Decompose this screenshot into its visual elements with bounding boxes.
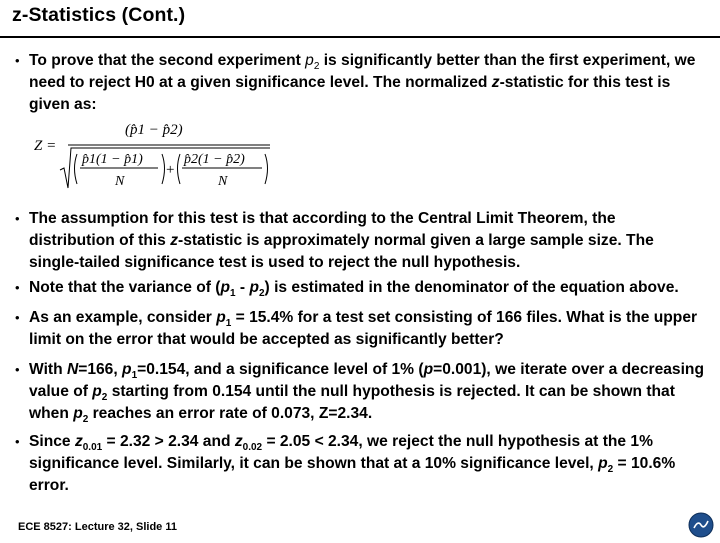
formula-numerator: (p̂1 − p̂2) [125, 122, 183, 138]
formula-term1-numerator: p̂1(1 − p̂1) [82, 152, 143, 167]
title-divider [0, 36, 720, 38]
right-paren [162, 154, 165, 184]
math-variable: N [66, 361, 79, 378]
left-paren-2 [178, 154, 181, 184]
text-run: -statistic is approximately normal given a large sample size. The single-tailed significance test is used to reject the null hypothesis. [29, 232, 654, 271]
bullet-item [15, 307, 705, 351]
subscript: 2 [258, 288, 265, 299]
text-run: The assumption for this test is that according to the Central Limit Theorem, the distribution of this [29, 210, 616, 249]
bullet-item [15, 277, 705, 299]
subscript: 1 [131, 370, 138, 381]
bullet-dot: • [15, 53, 20, 68]
text-run: ) is estimated in the denominator of the equation above. [264, 279, 679, 296]
left-paren [75, 154, 78, 184]
bullet-text [29, 279, 679, 299]
math-variable: p [249, 279, 259, 296]
bullet-dot: • [15, 310, 20, 325]
text-run: = 2.05 < 2.34, we reject the null hypothesis at the 1% significance level. Similarly, it can be shown that at a 10% significance level, [29, 433, 653, 472]
z-statistic-formula [30, 116, 290, 192]
math-variable: p [220, 279, 231, 296]
text-run: With [29, 361, 67, 378]
bullet-dot: • [15, 362, 20, 377]
math-variable: p [73, 405, 83, 422]
slide-footer: ECE 8527: Lecture 32, Slide 11 [18, 521, 177, 533]
formula-lhs: Z = [34, 138, 57, 154]
text-run: To prove that the second experiment [29, 52, 306, 69]
text-run: Note that the variance of ( [29, 279, 221, 296]
bullet-item [15, 359, 705, 425]
subscript: 2 [82, 414, 89, 425]
math-variable: p [216, 309, 226, 326]
bullet-item [15, 431, 705, 497]
math-variable: p [92, 383, 102, 400]
math-variable: p [305, 52, 314, 69]
subscript: 2 [607, 464, 614, 475]
formula-term2-denominator: N [218, 174, 228, 189]
subscript: 0.01 [82, 442, 103, 453]
text-run: = 10.6% error. [29, 455, 676, 494]
text-run: As an example, consider [29, 309, 217, 326]
math-variable: z [491, 74, 500, 91]
math-variable: z [234, 433, 243, 450]
bullet-item [15, 208, 705, 274]
text-run: -statistic for this test is given as: [29, 74, 671, 113]
math-variable: p [598, 455, 608, 472]
bullet-dot: • [15, 280, 20, 295]
formula-svg [30, 116, 290, 192]
bullet-text [29, 210, 654, 271]
text-run: =0.154, and a significance level of 1% ( [137, 361, 424, 378]
math-variable: z [170, 232, 178, 249]
bullet-text [29, 52, 695, 113]
slide-title: z-Statistics (Cont.) [12, 4, 186, 26]
formula-plus: + [166, 162, 175, 178]
subscript: 1 [225, 318, 232, 329]
text-run: reaches an error rate of 0.073, Z=2.34. [88, 405, 373, 422]
bullet-text [29, 309, 697, 348]
text-run: =166, [78, 361, 123, 378]
text-run: - [235, 279, 250, 296]
bullet-dot: • [15, 211, 20, 226]
text-run: =0.001), we iterate over a decreasing value of [29, 361, 704, 400]
subscript: 2 [313, 61, 320, 72]
subscript: 2 [101, 392, 108, 403]
math-variable: p [122, 361, 132, 378]
math-variable: p [423, 361, 434, 378]
bullet-text [29, 433, 675, 494]
subscript: 0.02 [242, 442, 263, 453]
math-variable: z [74, 433, 83, 450]
right-paren-2 [265, 154, 268, 184]
subscript: 1 [230, 288, 236, 299]
bullet-text [29, 361, 704, 425]
text-run: = 2.32 > 2.34 and [102, 433, 235, 450]
text-run: Since [29, 433, 75, 450]
formula-term2-numerator: p̂2(1 − p̂2) [184, 152, 245, 167]
text-run: starting from 0.154 until the null hypothesis is rejected. It can be shown that when [29, 383, 675, 422]
bullet-item [15, 50, 705, 116]
bullet-dot: • [15, 434, 20, 449]
formula-term1-denominator: N [115, 174, 125, 189]
university-logo-icon [688, 512, 714, 538]
text-run: = 15.4% for a test set consisting of 166 files. What is the upper limit on the error that would be accepted as significantly better? [29, 309, 698, 348]
text-run: is significantly better than the first experiment, we need to reject H0 at a given significance level. The normalized [29, 52, 696, 91]
